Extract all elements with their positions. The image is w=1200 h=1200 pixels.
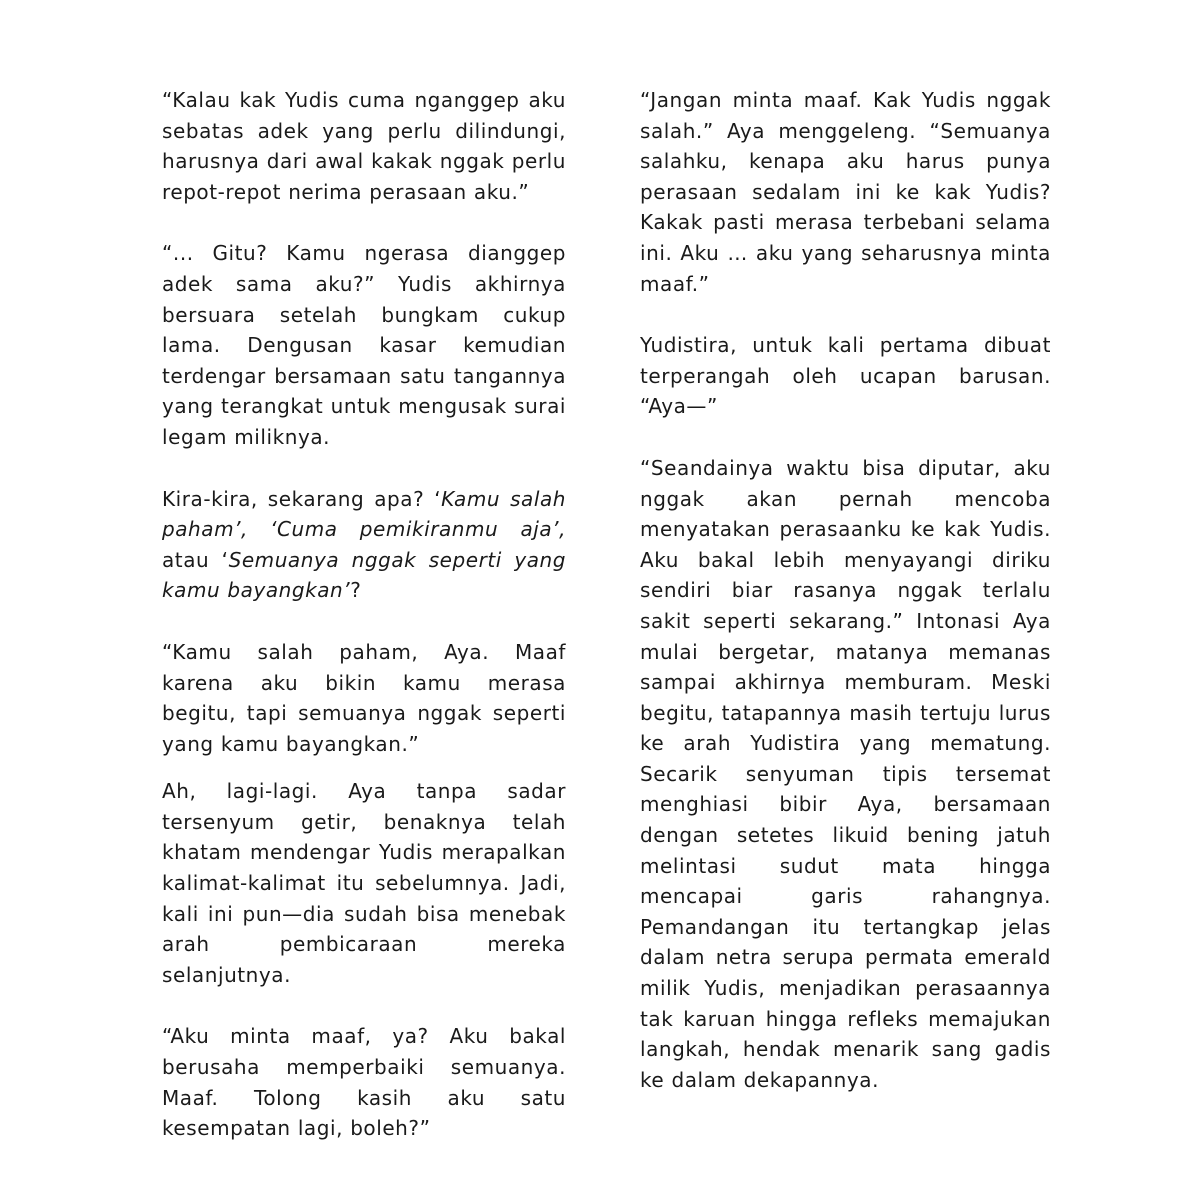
paragraph-left-3-italic-1: Kamu salah paham’, ‘Cuma pemikiranmu aja’,: [162, 486, 566, 542]
right-text-column: [640, 85, 1051, 1095]
paragraph-left-3: [162, 484, 566, 606]
paragraph-left-1: “Kalau kak Yudis cuma nganggep aku sebatas adek yang perlu dilindungi, harusnya dari awal kakak nggak perlu repot-repot nerima perasaan aku.”: [162, 88, 566, 204]
paragraph-left-4: “Kamu salah paham, Aya. Maaf karena aku bikin kamu merasa begitu, tapi semuanya nggak seperti yang kamu bayangkan.”: [162, 639, 566, 756]
paragraph-left-5: Ah, lagi-lagi. Aya tanpa sadar tersenyum getir, benaknya telah khatam mendengar Yudis merapalkan kalimat-kalimat itu sebelumnya. Jadi, kali ini pun—dia sudah bisa menebak arah pembicaraan mereka selanjutnya.: [162, 779, 566, 987]
paragraph-left-2: “... Gitu? Kamu ngerasa dianggep adek sama aku?” Yudis akhirnya bersuara setelah bungkam cukup lama. Dengusan kasar kemudian terdengar bersamaan satu tangannya yang terangkat untuk mengusak surai legam miliknya.: [162, 241, 566, 449]
paragraph-right-2: Yudistira, untuk kali pertama dibuat terperangah oleh ucapan barusan. “Aya—”: [640, 333, 1051, 419]
paragraph-right-1: “Jangan minta maaf. Kak Yudis nggak salah.” Aya menggeleng. “Semuanya salahku, kenapa aku harus punya perasaan sedalam ini ke kak Yudis? Kakak pasti merasa terbebani selama ini. Aku … aku yang seharusnya minta maaf.”: [640, 88, 1051, 296]
paragraph-right-3: “Seandainya waktu bisa diputar, aku nggak akan pernah mencoba menyatakan perasaanku ke kak Yudis. Aku bakal lebih menyayangi diriku sendiri biar rasanya nggak terlalu sakit seperti sekarang.” Intonasi Aya mulai bergetar, matanya memanas sampai akhirnya memburam. Meski begitu, tatapannya masih tertuju lurus ke arah Yudistira yang mematung. Secarik senyuman tipis tersemat menghiasi bibir Aya, bersamaan dengan setetes likuid bening jatuh melintasi sudut mata hingga mencapai garis rahangnya. Pemandangan itu tertangkap jelas dalam netra serupa permata emerald milik Yudis, menjadikan perasaannya tak karuan hingga refleks memajukan langkah, hendak menarik sang gadis ke dalam dekapannya.: [640, 455, 1051, 1092]
left-text-column: [162, 85, 566, 1144]
paragraph-left-3-italic-2: Semuanya nggak seperti yang kamu bayangkan’: [162, 547, 566, 603]
paragraph-left-3-text-3: ?: [350, 578, 362, 603]
paragraph-left-3-text-1: Kira-kira, sekarang apa? ‘: [162, 486, 442, 511]
paragraph-left-6: “Aku minta maaf, ya? Aku bakal berusaha memperbaiki semuanya. Maaf. Tolong kasih aku satu kesempatan lagi, boleh?”: [162, 1024, 566, 1141]
paragraph-left-3-text-2: atau ‘: [162, 547, 229, 572]
